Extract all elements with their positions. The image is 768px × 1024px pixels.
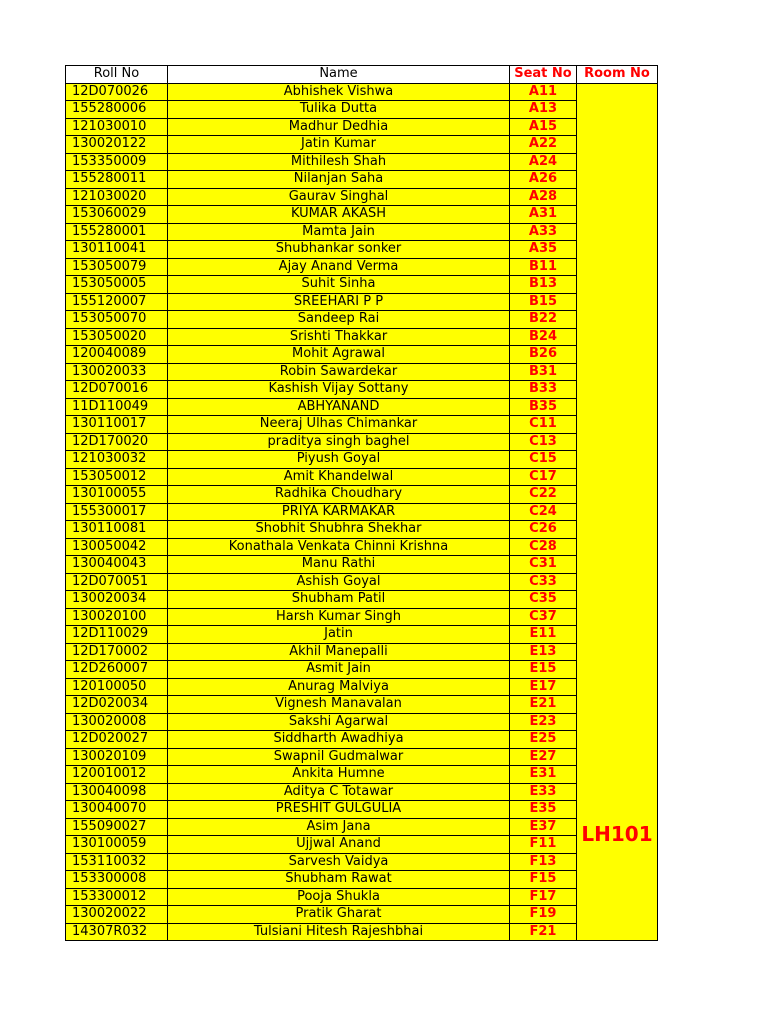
table-row bbox=[66, 661, 658, 679]
name-cell: PRESHIT GULGULIA bbox=[168, 801, 510, 819]
table-row bbox=[66, 276, 658, 294]
seat-no-cell: F19 bbox=[510, 906, 577, 924]
table-row bbox=[66, 801, 658, 819]
seat-no-cell: C11 bbox=[510, 416, 577, 434]
roll-no-cell: 153110032 bbox=[66, 853, 168, 871]
table-row bbox=[66, 713, 658, 731]
seat-no-cell: E27 bbox=[510, 748, 577, 766]
table-row bbox=[66, 591, 658, 609]
seat-no-cell: A28 bbox=[510, 188, 577, 206]
roll-no-cell: 130020034 bbox=[66, 591, 168, 609]
name-cell: Mithilesh Shah bbox=[168, 153, 510, 171]
roll-no-cell: 120010012 bbox=[66, 766, 168, 784]
seat-no-cell: E37 bbox=[510, 818, 577, 836]
header-name: Name bbox=[168, 66, 510, 84]
name-cell: Pratik Gharat bbox=[168, 906, 510, 924]
seat-no-cell: B24 bbox=[510, 328, 577, 346]
seat-no-cell: A13 bbox=[510, 101, 577, 119]
table-row bbox=[66, 346, 658, 364]
seat-no-cell: F15 bbox=[510, 871, 577, 889]
name-cell: Tulika Dutta bbox=[168, 101, 510, 119]
name-cell: Suhit Sinha bbox=[168, 276, 510, 294]
name-cell: Ujjwal Anand bbox=[168, 836, 510, 854]
seat-no-cell: F21 bbox=[510, 923, 577, 941]
table-row bbox=[66, 433, 658, 451]
table-row bbox=[66, 223, 658, 241]
table-row bbox=[66, 241, 658, 259]
name-cell: Radhika Choudhary bbox=[168, 486, 510, 504]
seat-no-cell: B31 bbox=[510, 363, 577, 381]
roll-no-cell: 153350009 bbox=[66, 153, 168, 171]
table-row bbox=[66, 188, 658, 206]
name-cell: Kashish Vijay Sottany bbox=[168, 381, 510, 399]
table-row bbox=[66, 608, 658, 626]
roll-no-cell: 130020122 bbox=[66, 136, 168, 154]
name-cell: Amit Khandelwal bbox=[168, 468, 510, 486]
roll-no-cell: 120040089 bbox=[66, 346, 168, 364]
table-row bbox=[66, 83, 658, 101]
name-cell: Madhur Dedhia bbox=[168, 118, 510, 136]
name-cell: Anurag Malviya bbox=[168, 678, 510, 696]
seat-no-cell: B11 bbox=[510, 258, 577, 276]
seat-no-cell: C35 bbox=[510, 591, 577, 609]
seat-no-cell: C17 bbox=[510, 468, 577, 486]
name-cell: Ajay Anand Verma bbox=[168, 258, 510, 276]
seat-no-cell: B35 bbox=[510, 398, 577, 416]
roll-no-cell: 153050070 bbox=[66, 311, 168, 329]
roll-no-cell: 130040043 bbox=[66, 556, 168, 574]
seat-no-cell: E21 bbox=[510, 696, 577, 714]
roll-no-cell: 12D070051 bbox=[66, 573, 168, 591]
roll-no-cell: 130050042 bbox=[66, 538, 168, 556]
seat-no-cell: B13 bbox=[510, 276, 577, 294]
name-cell: Aditya C Totawar bbox=[168, 783, 510, 801]
name-cell: ABHYANAND bbox=[168, 398, 510, 416]
seat-no-cell: F11 bbox=[510, 836, 577, 854]
table-row bbox=[66, 293, 658, 311]
seat-no-cell: C37 bbox=[510, 608, 577, 626]
table-row bbox=[66, 468, 658, 486]
seat-no-cell: E31 bbox=[510, 766, 577, 784]
name-cell: PRIYA KARMAKAR bbox=[168, 503, 510, 521]
roll-no-cell: 130110041 bbox=[66, 241, 168, 259]
roll-no-cell: 153050079 bbox=[66, 258, 168, 276]
name-cell: Harsh Kumar Singh bbox=[168, 608, 510, 626]
name-cell: Asmit Jain bbox=[168, 661, 510, 679]
seat-no-cell: E17 bbox=[510, 678, 577, 696]
header-seat-no: Seat No bbox=[510, 66, 577, 84]
name-cell: Ankita Humne bbox=[168, 766, 510, 784]
name-cell: Neeraj Ulhas Chimankar bbox=[168, 416, 510, 434]
seat-no-cell: C24 bbox=[510, 503, 577, 521]
table-row bbox=[66, 486, 658, 504]
roll-no-cell: 153050020 bbox=[66, 328, 168, 346]
roll-no-cell: 155120007 bbox=[66, 293, 168, 311]
name-cell: Abhishek Vishwa bbox=[168, 83, 510, 101]
table-row bbox=[66, 118, 658, 136]
table-row bbox=[66, 766, 658, 784]
seat-no-cell: C13 bbox=[510, 433, 577, 451]
roll-no-cell: 121030020 bbox=[66, 188, 168, 206]
name-cell: Sandeep Rai bbox=[168, 311, 510, 329]
name-cell: KUMAR AKASH bbox=[168, 206, 510, 224]
table-row bbox=[66, 503, 658, 521]
roll-no-cell: 130020033 bbox=[66, 363, 168, 381]
name-cell: Piyush Goyal bbox=[168, 451, 510, 469]
table-body bbox=[66, 83, 658, 941]
seating-table bbox=[65, 65, 658, 941]
name-cell: Ashish Goyal bbox=[168, 573, 510, 591]
seat-no-cell: F13 bbox=[510, 853, 577, 871]
table-row bbox=[66, 573, 658, 591]
roll-no-cell: 130020100 bbox=[66, 608, 168, 626]
roll-no-cell: 12D020027 bbox=[66, 731, 168, 749]
seat-no-cell: B26 bbox=[510, 346, 577, 364]
seat-no-cell: A26 bbox=[510, 171, 577, 189]
roll-no-cell: 155280011 bbox=[66, 171, 168, 189]
name-cell: Shubham Patil bbox=[168, 591, 510, 609]
name-cell: Sakshi Agarwal bbox=[168, 713, 510, 731]
table-row bbox=[66, 521, 658, 539]
name-cell: SREEHARI P P bbox=[168, 293, 510, 311]
roll-no-cell: 155090027 bbox=[66, 818, 168, 836]
table-row bbox=[66, 783, 658, 801]
name-cell: Vignesh Manavalan bbox=[168, 696, 510, 714]
table-row bbox=[66, 696, 658, 714]
roll-no-cell: 153050012 bbox=[66, 468, 168, 486]
table-row bbox=[66, 923, 658, 941]
name-cell: Manu Rathi bbox=[168, 556, 510, 574]
seat-no-cell: E23 bbox=[510, 713, 577, 731]
name-cell: Akhil Manepalli bbox=[168, 643, 510, 661]
seat-no-cell: E11 bbox=[510, 626, 577, 644]
table-row bbox=[66, 136, 658, 154]
roll-no-cell: 12D170020 bbox=[66, 433, 168, 451]
table-row bbox=[66, 556, 658, 574]
name-cell: Pooja Shukla bbox=[168, 888, 510, 906]
roll-no-cell: 153300012 bbox=[66, 888, 168, 906]
seat-no-cell: E25 bbox=[510, 731, 577, 749]
table-row bbox=[66, 381, 658, 399]
table-row bbox=[66, 748, 658, 766]
table-row bbox=[66, 818, 658, 836]
roll-no-cell: 12D170002 bbox=[66, 643, 168, 661]
seat-no-cell: B15 bbox=[510, 293, 577, 311]
table-row bbox=[66, 258, 658, 276]
roll-no-cell: 153300008 bbox=[66, 871, 168, 889]
seat-no-cell: C33 bbox=[510, 573, 577, 591]
roll-no-cell: 130020008 bbox=[66, 713, 168, 731]
header-roll-no: Roll No bbox=[66, 66, 168, 84]
table-row bbox=[66, 398, 658, 416]
name-cell: Srishti Thakkar bbox=[168, 328, 510, 346]
roll-no-cell: 12D260007 bbox=[66, 661, 168, 679]
seat-no-cell: A24 bbox=[510, 153, 577, 171]
seat-no-cell: B33 bbox=[510, 381, 577, 399]
seat-no-cell: C28 bbox=[510, 538, 577, 556]
name-cell: Shubham Rawat bbox=[168, 871, 510, 889]
seat-no-cell: A31 bbox=[510, 206, 577, 224]
header-row bbox=[66, 66, 658, 84]
table-row bbox=[66, 363, 658, 381]
seat-no-cell: A35 bbox=[510, 241, 577, 259]
table-row bbox=[66, 888, 658, 906]
table-row bbox=[66, 311, 658, 329]
roll-no-cell: 121030010 bbox=[66, 118, 168, 136]
roll-no-cell: 130020109 bbox=[66, 748, 168, 766]
name-cell: Robin Sawardekar bbox=[168, 363, 510, 381]
seat-no-cell: A33 bbox=[510, 223, 577, 241]
seat-no-cell: C31 bbox=[510, 556, 577, 574]
seat-no-cell: A11 bbox=[510, 83, 577, 101]
roll-no-cell: 14307R032 bbox=[66, 923, 168, 941]
table-row bbox=[66, 538, 658, 556]
name-cell: Konathala Venkata Chinni Krishna bbox=[168, 538, 510, 556]
name-cell: Jatin Kumar bbox=[168, 136, 510, 154]
roll-no-cell: 153050005 bbox=[66, 276, 168, 294]
table-row bbox=[66, 416, 658, 434]
roll-no-cell: 130110081 bbox=[66, 521, 168, 539]
seat-no-cell: E15 bbox=[510, 661, 577, 679]
seat-no-cell: A22 bbox=[510, 136, 577, 154]
table-row bbox=[66, 643, 658, 661]
name-cell: Siddharth Awadhiya bbox=[168, 731, 510, 749]
roll-no-cell: 155300017 bbox=[66, 503, 168, 521]
table-row bbox=[66, 153, 658, 171]
table-row bbox=[66, 678, 658, 696]
table-row bbox=[66, 906, 658, 924]
roll-no-cell: 130110017 bbox=[66, 416, 168, 434]
name-cell: Tulsiani Hitesh Rajeshbhai bbox=[168, 923, 510, 941]
roll-no-cell: 130100059 bbox=[66, 836, 168, 854]
roll-no-cell: 155280006 bbox=[66, 101, 168, 119]
seat-no-cell: E13 bbox=[510, 643, 577, 661]
table-row bbox=[66, 731, 658, 749]
table-row bbox=[66, 328, 658, 346]
roll-no-cell: 120100050 bbox=[66, 678, 168, 696]
name-cell: Mamta Jain bbox=[168, 223, 510, 241]
roll-no-cell: 155280001 bbox=[66, 223, 168, 241]
name-cell: Nilanjan Saha bbox=[168, 171, 510, 189]
seat-no-cell: C15 bbox=[510, 451, 577, 469]
roll-no-cell: 153060029 bbox=[66, 206, 168, 224]
name-cell: Shobhit Shubhra Shekhar bbox=[168, 521, 510, 539]
seat-no-cell: E35 bbox=[510, 801, 577, 819]
name-cell: Asim Jana bbox=[168, 818, 510, 836]
seat-no-cell: B22 bbox=[510, 311, 577, 329]
seat-no-cell: F17 bbox=[510, 888, 577, 906]
table-row bbox=[66, 871, 658, 889]
seat-no-cell: C26 bbox=[510, 521, 577, 539]
name-cell: Shubhankar sonker bbox=[168, 241, 510, 259]
table-row bbox=[66, 836, 658, 854]
roll-no-cell: 130100055 bbox=[66, 486, 168, 504]
name-cell: Sarvesh Vaidya bbox=[168, 853, 510, 871]
roll-no-cell: 12D070016 bbox=[66, 381, 168, 399]
name-cell: praditya singh baghel bbox=[168, 433, 510, 451]
table-row bbox=[66, 853, 658, 871]
roll-no-cell: 130040098 bbox=[66, 783, 168, 801]
room-no-cell: LH101 bbox=[577, 83, 658, 941]
roll-no-cell: 11D110049 bbox=[66, 398, 168, 416]
seat-no-cell: A15 bbox=[510, 118, 577, 136]
seat-no-cell: E33 bbox=[510, 783, 577, 801]
table-row bbox=[66, 626, 658, 644]
roll-no-cell: 12D070026 bbox=[66, 83, 168, 101]
name-cell: Swapnil Gudmalwar bbox=[168, 748, 510, 766]
name-cell: Jatin bbox=[168, 626, 510, 644]
seat-no-cell: C22 bbox=[510, 486, 577, 504]
name-cell: Mohit Agrawal bbox=[168, 346, 510, 364]
roll-no-cell: 130040070 bbox=[66, 801, 168, 819]
name-cell: Gaurav Singhal bbox=[168, 188, 510, 206]
table-row bbox=[66, 451, 658, 469]
header-room-no: Room No bbox=[577, 66, 658, 84]
table-row bbox=[66, 171, 658, 189]
table-row bbox=[66, 206, 658, 224]
roll-no-cell: 130020022 bbox=[66, 906, 168, 924]
roll-no-cell: 121030032 bbox=[66, 451, 168, 469]
roll-no-cell: 12D110029 bbox=[66, 626, 168, 644]
table-row bbox=[66, 101, 658, 119]
roll-no-cell: 12D020034 bbox=[66, 696, 168, 714]
